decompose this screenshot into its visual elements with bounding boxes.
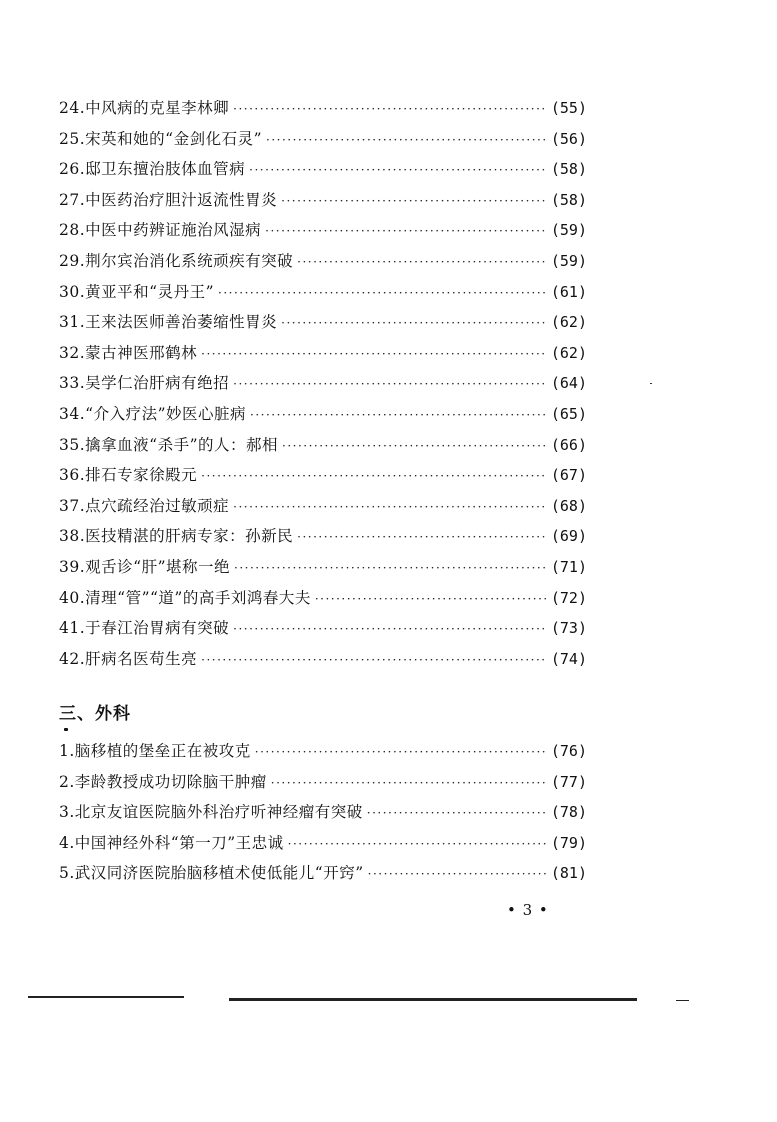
toc-dot-leader bbox=[368, 867, 547, 881]
toc-entry-page: (76) bbox=[550, 742, 587, 760]
toc-entry-page: (58) bbox=[550, 190, 587, 209]
toc-entry bbox=[59, 371, 587, 402]
footer-rule-middle bbox=[229, 998, 637, 1001]
toc-dot-leader bbox=[271, 776, 547, 790]
toc-dot-leader bbox=[201, 653, 547, 667]
toc-entry-title: 31.王来法医师善治萎缩性胃炎 bbox=[59, 313, 278, 332]
toc-entry-page: (73) bbox=[550, 619, 587, 638]
toc-entry-title: 30.黄亚平和“灵丹王” bbox=[59, 282, 214, 301]
toc-dot-leader bbox=[255, 745, 547, 759]
toc-entry bbox=[59, 524, 587, 555]
toc-entry-page: (81) bbox=[550, 864, 587, 883]
toc-dot-leader bbox=[367, 806, 547, 820]
toc-dot-leader bbox=[281, 194, 547, 208]
toc-entry-page: (55) bbox=[550, 99, 587, 117]
toc-dot-leader bbox=[297, 255, 547, 269]
toc-dot-leader bbox=[201, 469, 547, 483]
toc-entry-page: (69) bbox=[550, 527, 587, 546]
toc-entry-page: (78) bbox=[550, 803, 587, 822]
toc-entry bbox=[59, 127, 587, 158]
toc-entry-page: (67) bbox=[550, 466, 587, 485]
toc-entry bbox=[59, 770, 587, 801]
toc-entry-page: (62) bbox=[550, 343, 587, 362]
toc-entry-page: (72) bbox=[550, 588, 587, 607]
toc-entry-title: 32.蒙古神医邢鹤林 bbox=[59, 343, 198, 362]
toc-entry-title: 2.李龄教授成功切除脑干肿瘤 bbox=[59, 772, 267, 791]
toc-entry-title: 39.观舌诊“肝”堪称一绝 bbox=[59, 557, 230, 576]
toc-entry-page: (71) bbox=[550, 557, 587, 576]
toc-entry-title: 40.清理“管”“道”的高手刘鸿春大夫 bbox=[59, 588, 311, 607]
toc-dot-leader bbox=[281, 316, 547, 330]
toc-dot-leader bbox=[233, 102, 547, 116]
toc-entry bbox=[59, 800, 587, 831]
toc-dot-leader bbox=[201, 347, 547, 361]
toc-dot-leader bbox=[233, 377, 547, 391]
toc-entry-title: 5.武汉同济医院胎脑移植术使低能儿“开窍” bbox=[59, 864, 364, 883]
toc-dot-leader bbox=[218, 286, 547, 300]
toc-entry-title: 26.邸卫东擅治肢体血管病 bbox=[59, 160, 246, 179]
toc-entry-page: (77) bbox=[550, 772, 587, 791]
footer-rule-right bbox=[676, 1000, 689, 1001]
footer-rule-left bbox=[28, 996, 184, 998]
toc-entry-title: 33.吴学仁治肝病有绝招 bbox=[59, 374, 230, 393]
toc-entry-page: (74) bbox=[550, 649, 587, 668]
toc-entry-page: (59) bbox=[550, 251, 587, 270]
toc-entry-title: 42.肝病名医苟生亮 bbox=[59, 649, 198, 668]
toc-entry-page: (68) bbox=[550, 496, 587, 515]
toc-entry bbox=[59, 861, 587, 892]
toc-entry-page: (62) bbox=[550, 313, 587, 332]
toc-list-medicine bbox=[59, 96, 587, 677]
toc-dot-leader bbox=[315, 592, 547, 606]
toc-entry bbox=[59, 280, 587, 311]
toc-entry-page: (79) bbox=[550, 833, 587, 852]
scan-speck bbox=[650, 383, 652, 384]
ink-mark bbox=[64, 728, 68, 731]
toc-entry bbox=[59, 586, 587, 617]
toc-entry-title: 3.北京友谊医院脑外科治疗听神经瘤有突破 bbox=[59, 803, 363, 822]
toc-entry-title: 35.擒拿血液“杀手”的人：郝相 bbox=[59, 435, 278, 454]
toc-entry bbox=[59, 831, 587, 862]
toc-entry bbox=[59, 647, 587, 678]
toc-entry bbox=[59, 218, 587, 249]
toc-entry bbox=[59, 555, 587, 586]
toc-dot-leader bbox=[266, 133, 547, 147]
toc-entry bbox=[59, 310, 587, 341]
toc-entry-title: 36.排石专家徐殿元 bbox=[59, 466, 198, 485]
toc-entry-title: 37.点穴疏经治过敏顽症 bbox=[59, 496, 230, 515]
toc-entry bbox=[59, 96, 587, 127]
toc-entry bbox=[59, 433, 587, 464]
toc-dot-leader bbox=[249, 163, 547, 177]
toc-dot-leader bbox=[297, 530, 547, 544]
toc-list-surgery bbox=[59, 739, 587, 892]
toc-entry-page: (64) bbox=[550, 374, 587, 393]
toc-entry bbox=[59, 463, 587, 494]
toc-entry-title: 28.中医中药辨证施治风湿病 bbox=[59, 221, 262, 240]
toc-entry-title: 4.中国神经外科“第一刀”王忠诚 bbox=[59, 833, 284, 852]
toc-dot-leader bbox=[282, 439, 547, 453]
toc-entry-page: (66) bbox=[550, 435, 587, 454]
section-heading: 三、外科 bbox=[59, 704, 131, 724]
toc-entry-title: 24.中风病的克星李林卿 bbox=[59, 99, 230, 117]
toc-entry-title: 1.脑移植的堡垒正在被攻克 bbox=[59, 742, 251, 760]
toc-entry-page: (58) bbox=[550, 160, 587, 179]
toc-dot-leader bbox=[265, 224, 547, 238]
toc-dot-leader bbox=[234, 561, 547, 575]
toc-entry-title: 25.宋英和她的“金剑化石灵” bbox=[59, 129, 262, 148]
toc-dot-leader bbox=[250, 408, 547, 422]
toc-dot-leader bbox=[288, 837, 547, 851]
toc-dot-leader bbox=[233, 500, 547, 514]
toc-entry-page: (59) bbox=[550, 221, 587, 240]
toc-entry bbox=[59, 188, 587, 219]
toc-entry bbox=[59, 249, 587, 280]
toc-entry-title: 27.中医药治疗胆汁返流性胃炎 bbox=[59, 190, 278, 209]
toc-dot-leader bbox=[233, 622, 547, 636]
toc-entry-title: 41.于春江治胃病有突破 bbox=[59, 619, 230, 638]
toc-entry-title: 29.荆尔宾治消化系统顽疾有突破 bbox=[59, 251, 294, 270]
toc-entry-page: (61) bbox=[550, 282, 587, 301]
toc-entry bbox=[59, 616, 587, 647]
toc-entry-title: 38.医技精湛的肝病专家：孙新民 bbox=[59, 527, 294, 546]
toc-entry bbox=[59, 157, 587, 188]
toc-entry-page: (56) bbox=[550, 129, 587, 148]
toc-entry bbox=[59, 739, 587, 770]
page-number: • 3 • bbox=[507, 901, 549, 919]
toc-entry-title: 34.“介入疗法”妙医心脏病 bbox=[59, 404, 246, 423]
toc-entry bbox=[59, 402, 587, 433]
toc-entry-page: (65) bbox=[550, 404, 587, 423]
toc-entry bbox=[59, 494, 587, 525]
toc-entry bbox=[59, 341, 587, 372]
